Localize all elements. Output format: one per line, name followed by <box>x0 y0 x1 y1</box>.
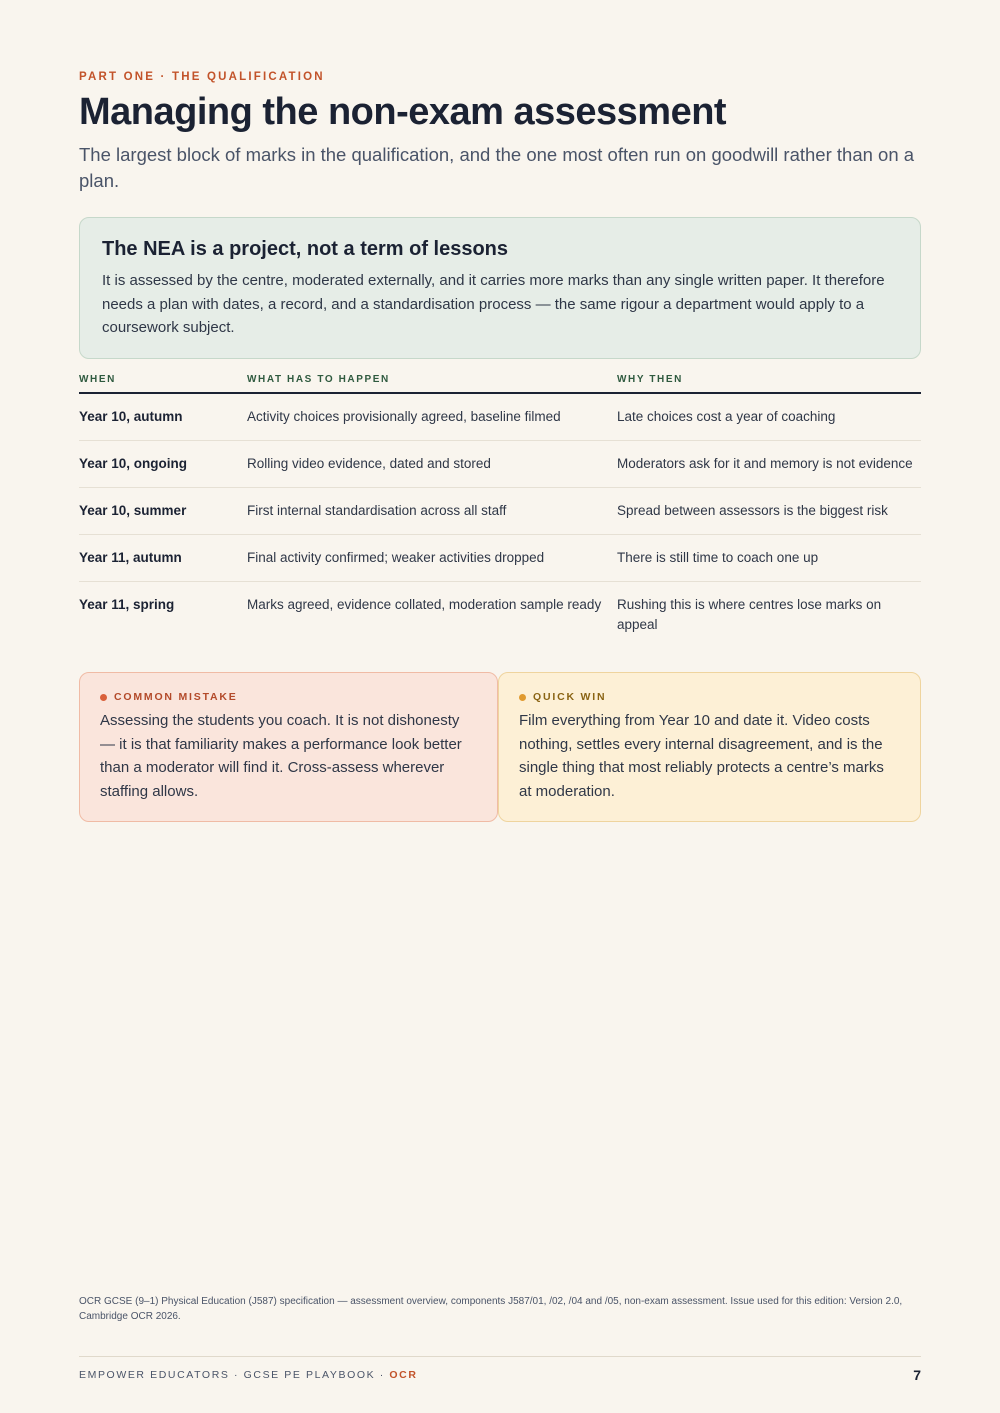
page-lede: The largest block of marks in the qualification, and the one most often run on goodwill rather than on a plan. <box>79 144 915 191</box>
page-number: 7 <box>913 1367 921 1383</box>
cell-what: Marks agreed, evidence collated, moderation sample ready <box>247 597 602 612</box>
table-row <box>79 394 921 441</box>
cell-why: There is still time to coach one up <box>617 550 819 565</box>
cell-when: Year 10, ongoing <box>79 456 188 471</box>
cell-when: Year 11, autumn <box>79 550 182 565</box>
table-row <box>79 488 921 535</box>
page-footer <box>79 1367 921 1383</box>
common-mistake-label-text: COMMON MISTAKE <box>114 691 238 703</box>
table-header <box>79 370 921 394</box>
nea-timeline-table <box>79 370 921 648</box>
section-kicker: PART ONE · THE QUALIFICATION <box>79 71 325 83</box>
footer-brand <box>79 1369 418 1381</box>
column-header-what: WHAT HAS TO HAPPEN <box>247 374 390 385</box>
key-point-callout <box>79 217 921 359</box>
table-row <box>79 582 921 648</box>
bullet-dot-icon <box>519 694 526 701</box>
cell-why: Late choices cost a year of coaching <box>617 409 836 424</box>
bullet-dot-icon <box>100 694 107 701</box>
common-mistake-box <box>79 672 498 822</box>
cell-what: First internal standardisation across all staff <box>247 503 507 518</box>
cell-when: Year 10, summer <box>79 503 187 518</box>
source-note: OCR GCSE (9–1) Physical Education (J587) specification — assessment overview, components J587/01, /02, /04 and /05, non-exam assessment. Issue used for this edition: Version 2.0, Cambridge OCR 2026. <box>79 1296 903 1322</box>
page <box>79 0 921 1413</box>
footer-brand-accent: OCR <box>389 1369 418 1381</box>
common-mistake-body: Assessing the students you coach. It is not dishonesty — it is that familiarity makes a performance look better than a moderator will find it. Cross-assess wherever staffing allows. <box>100 712 462 800</box>
column-header-when: WHEN <box>79 374 116 385</box>
table-row <box>79 441 921 488</box>
cell-what: Rolling video evidence, dated and stored <box>247 456 491 471</box>
cell-what: Activity choices provisionally agreed, baseline filmed <box>247 409 561 424</box>
cell-why: Moderators ask for it and memory is not evidence <box>617 456 913 471</box>
page-title: Managing the non-exam assessment <box>79 91 727 133</box>
quick-win-label <box>519 691 900 703</box>
cell-what: Final activity confirmed; weaker activities dropped <box>247 550 545 565</box>
cell-why: Rushing this is where centres lose marks on appeal <box>617 597 882 632</box>
cell-when: Year 11, spring <box>79 597 175 612</box>
quick-win-label-text: QUICK WIN <box>533 691 607 703</box>
callout-heading: The NEA is a project, not a term of lessons <box>102 238 509 260</box>
column-header-why: WHY THEN <box>617 374 683 385</box>
cell-when: Year 10, autumn <box>79 409 183 424</box>
tip-boxes <box>79 672 921 822</box>
table-row <box>79 535 921 582</box>
common-mistake-label <box>100 691 477 703</box>
callout-body: It is assessed by the centre, moderated externally, and it carries more marks than any single written paper. It therefore needs a plan with dates, a record, and a standardisation process — the same rigour a department would apply to a coursework subject. <box>102 272 885 336</box>
quick-win-body: Film everything from Year 10 and date it. Video costs nothing, settles every internal disagreement, and is the single thing that most reliably protects a centre’s marks at moderation. <box>519 712 884 800</box>
quick-win-box <box>498 672 921 822</box>
cell-why: Spread between assessors is the biggest risk <box>617 503 888 518</box>
footer-brand-text: EMPOWER EDUCATORS · GCSE PE PLAYBOOK · <box>79 1369 390 1381</box>
footer-divider <box>79 1356 921 1357</box>
